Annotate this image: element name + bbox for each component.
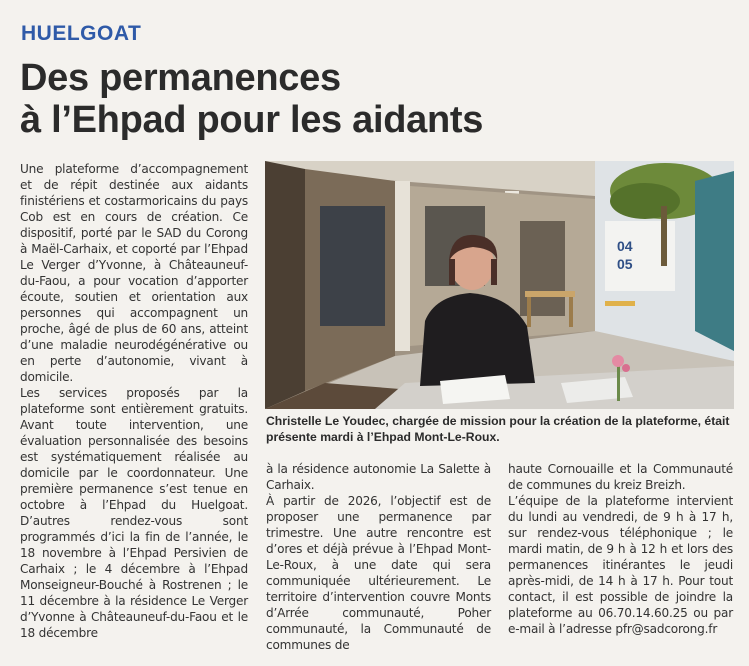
article-column-1: [20, 161, 248, 641]
paragraph: Les services proposés par la plateforme sont entièrement gratuits. Avant toute intervention, une évaluation personnalisée des besoins est systématiquement réalisée au domicile par le coordonnateur. Une première permanence s’est tenue en octobre à l’Ehpad du Huelgoat. D’autres rendez-vous sont programmés d’ici la fin de l’année, le 18 novembre à l’Ehpad Persivien de Carhaix ; le 4 décembre à l’Ehpad Monseigneur-Bouché à Rostrenen ; le 11 décembre à la résidence Le Verger d’Yvonne à Châteauneuf-du-Faou et le 18 décembre: [20, 386, 248, 640]
adjacent-article-edge: [630, 0, 749, 150]
article-photo: [265, 161, 734, 409]
photo-sign-text-1: 04: [617, 238, 633, 254]
photo-illustration: [265, 161, 734, 409]
paragraph: L’équipe de la plateforme intervient du lundi au vendredi, de 9 h à 17 h, sur rendez-vous téléphonique ; le mardi matin, de 9 h à 12 h et lors des permanences itinérantes le jeudi après-midi, de 14 h à 17 h. Pour tout contact, il est possible de joindre la plateforme au 06.70.14.60.25 ou par e-mail à l’adresse pfr@sadcorong.fr: [508, 494, 733, 636]
article-headline: [20, 57, 620, 141]
section-label: HUELGOAT: [21, 22, 142, 45]
photo-caption: Christelle Le Youdec, chargée de mission pour la création de la plateforme, était présente mardi à l’Ehpad Mont-Le-Roux.: [266, 414, 730, 444]
article-column-2: [266, 461, 491, 653]
headline-line-1: Des permanences: [20, 57, 341, 99]
headline-line-2: à l’Ehpad pour les aidants: [20, 99, 484, 141]
paragraph: à la résidence autonomie La Salette à Carhaix.: [266, 462, 491, 492]
paragraph: haute Cornouaille et la Communauté de communes du kreiz Breizh.: [508, 462, 733, 492]
paragraph: À partir de 2026, l’objectif est de proposer une permanence par trimestre. Une autre rencontre est d’ores et déjà prévue à l’Ehpad Mont-Le-Roux, à une date qui sera communiquée ultérieurement. Le territoire d’intervention couvre Monts d’Arrée communauté, Poher communauté, la Communauté de communes de: [266, 494, 491, 652]
article-column-3: [508, 461, 733, 637]
paragraph: Une plateforme d’accompagnement et de répit destinée aux aidants finistériens et costarmoricains du pays Cob est en cours de création. Ce dispositif, porté par le SAD du Corong à Maël-Carhaix, et coporté par l’Ehpad Le Verger d’Yvonne, à Châteauneuf-du-Faou, a pour vocation d’apporter écoute, soutien et orientation aux personnes qui accompagnent un proche, âgé de plus de 60 ans, atteint d’une maladie neurodégénérative ou en perte d’autonomie, vivant à domicile.: [20, 162, 248, 384]
photo-sign-text-2: 05: [617, 256, 633, 272]
